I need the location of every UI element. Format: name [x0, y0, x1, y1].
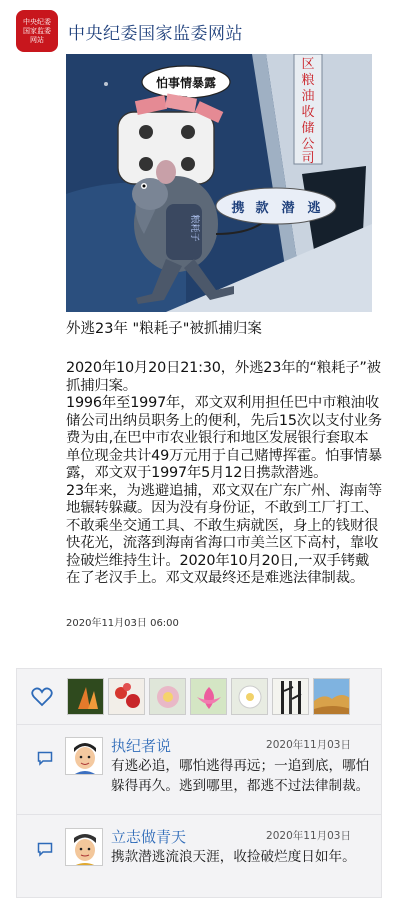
cloud-char-1: 携 [231, 201, 245, 216]
logo-line-3: 网站 [30, 35, 44, 44]
liker-avatar[interactable] [108, 678, 145, 715]
heart-outline-icon[interactable] [17, 687, 67, 707]
avatar[interactable] [65, 737, 103, 775]
commenter-name[interactable]: 执纪者说 [111, 737, 172, 755]
sign-char-2: 粮 [301, 73, 315, 88]
speech-bubble-icon[interactable] [37, 751, 53, 770]
sign-char-1: 区 [301, 57, 315, 72]
publish-time: 2020年11月03日 06:00 [66, 618, 179, 629]
liker-avatar[interactable] [272, 678, 309, 715]
article-title: 外逃23年 "粮耗子"被抓捕归案 [66, 321, 262, 337]
article-body [66, 360, 382, 588]
article-paragraph: 2020年10月20日21:30，外逃23年的“粮耗子”被抓捕归案。 [66, 360, 381, 394]
logo-line-2: 国家监委 [23, 26, 51, 35]
sign-char-7: 司 [301, 151, 315, 166]
liker-avatar[interactable] [231, 678, 268, 715]
logo-line-1: 中央纪委 [23, 17, 51, 26]
comment-time: 2020年11月03日 [266, 830, 351, 842]
cloud-char-4: 逃 [307, 201, 321, 216]
cloud-char-2: 款 [255, 201, 269, 216]
liker-avatar[interactable] [190, 678, 227, 715]
bubble-text: 怕事情暴露 [155, 76, 217, 90]
comment-item [17, 727, 381, 815]
comment-time: 2020年11月03日 [266, 739, 351, 751]
avatar[interactable] [65, 828, 103, 866]
sign-char-6: 公 [301, 137, 315, 152]
shirt-text: 粮耗子 [189, 214, 199, 242]
sign-char-4: 收 [301, 105, 315, 120]
article-cartoon-image [66, 54, 372, 312]
article-paragraph: 1996年至1997年，邓文双利用担任巴中市粮油收储公司出纳员职务上的便利，先后15次以支付业务费为由,在巴中市农业银行和地区发展银行套取本单位现金共计49万元用于自己赌博挥霍。怕事情暴露，邓文双于1997年5月12日携款潜逃。 [66, 395, 382, 481]
site-header [16, 8, 386, 54]
liker-avatar[interactable] [313, 678, 350, 715]
site-logo[interactable] [16, 10, 58, 52]
cartoon-illustration [66, 54, 372, 312]
comment-item [17, 818, 381, 898]
likes-row [17, 669, 381, 725]
interaction-panel [16, 668, 382, 898]
comment-text: 有逃必追，哪怕逃得再远；一追到底，哪怕躲得再久。逃到哪里，都逃不过法律制裁。 [111, 758, 370, 794]
speech-bubble-icon[interactable] [37, 842, 53, 861]
liker-avatar[interactable] [67, 678, 104, 715]
site-title[interactable]: 中央纪委国家监委网站 [68, 23, 243, 44]
sign-char-5: 储 [301, 121, 315, 136]
cloud-char-3: 潜 [281, 201, 295, 216]
commenter-name[interactable]: 立志做青天 [111, 828, 187, 846]
article-paragraph: 23年来，为逃避追捕，邓文双在广东广州、海南等地辗转躲藏。因为没有身份证，不敢到工厂打工、不敢乘坐交通工具、不敢生病就医，身上的钱财很快花光，流落到海南省海口市美兰区下高村，靠收捡破烂维持生计。2020年10月20日,一双手铐戴在了老汉手上。邓文双最终还是难逃法律制裁。 [66, 482, 382, 586]
comment-text: 携款潜逃流浪天涯，收捡破烂度日如年。 [111, 849, 356, 865]
liker-avatar[interactable] [149, 678, 186, 715]
sign-char-3: 油 [301, 89, 315, 104]
